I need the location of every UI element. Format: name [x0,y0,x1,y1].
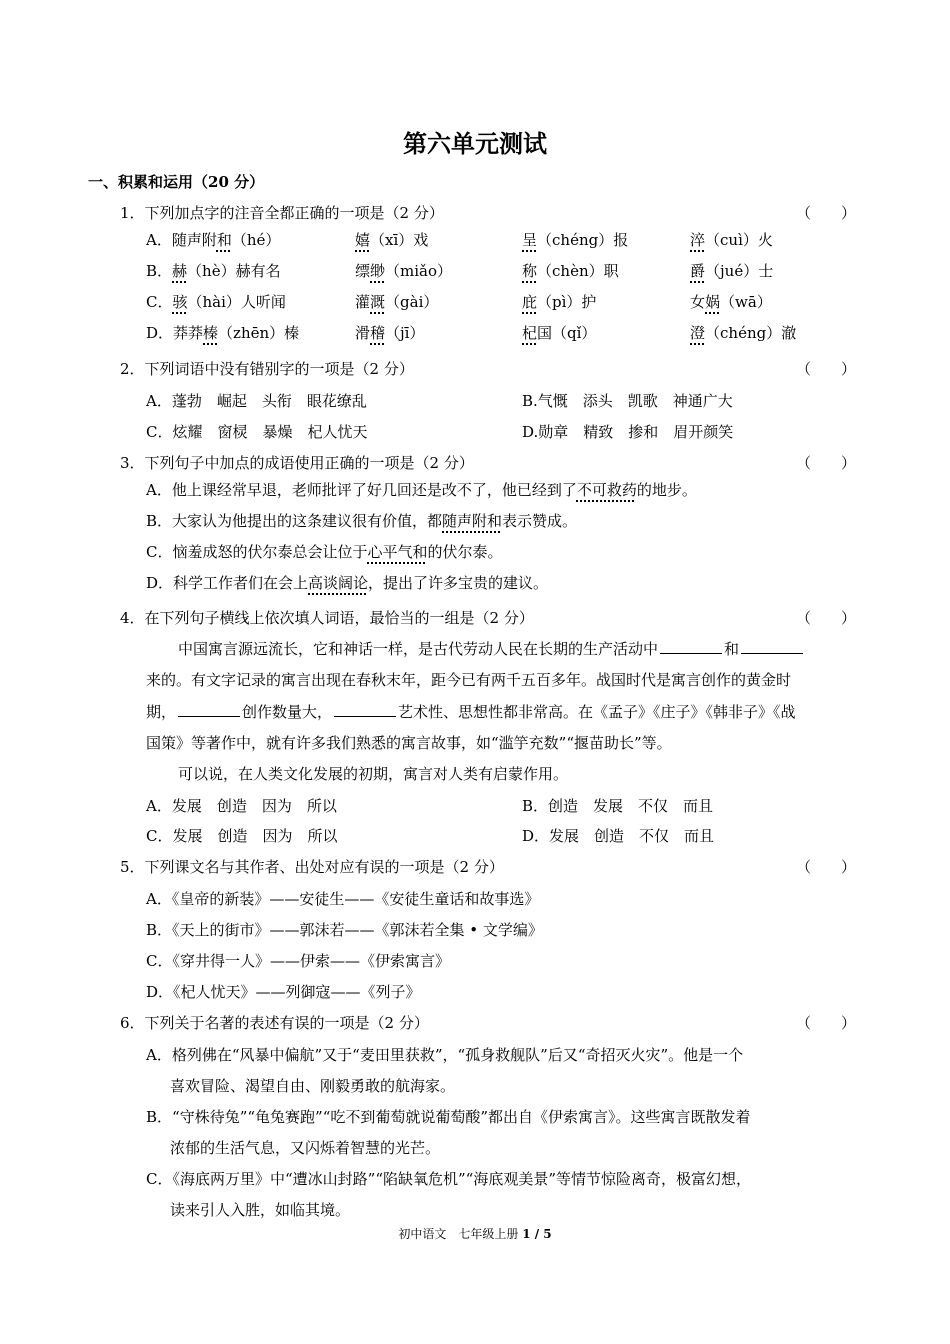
q2-option-a[interactable]: A．蓬勃 崛起 头衔 眼花缭乱 [146,392,367,410]
dotted-char: 赫 [172,262,188,280]
q4-passage-line-2: 来的。有文字记录的寓言出现在春秋末年，距今已有两千五百多年。战国时代是寓言创作的黄金时 [146,671,792,689]
q1-option-d-3: 杞国（qǐ） [522,324,597,342]
option-text: 的伏尔泰。 [427,543,503,561]
q1-option-b-1[interactable]: B．赫（hè）赫有名 [146,262,281,280]
dotted-char: 娲 [705,293,721,311]
dotted-char: 澄 [690,324,706,342]
dotted-char: 溉 [370,293,386,311]
q4-option-b[interactable]: B．创造 发展 不仅 而且 [522,797,714,815]
q1-option-c-4: 女娲（wā） [690,293,772,311]
q5-option-a[interactable]: A．《皇帝的新装》——安徒生——《安徒生童话和故事选》 [146,890,540,908]
dotted-char: 淬 [690,231,706,249]
dotted-idiom: 心平气和 [367,543,428,561]
section-heading: 一、积累和运用（20 分） [88,173,265,191]
dotted-idiom: 随声附和 [442,512,503,530]
question-2-answer-bracket[interactable]: （ ） [796,360,857,378]
dotted-idiom: 不可救药 [576,481,637,499]
dotted-char: 杞 [522,324,538,342]
passage-text: 创作数量大， [242,703,333,721]
question-3-stem: 3．下列句子中加点的成语使用正确的一项是（2 分） [120,454,474,472]
question-6-answer-bracket[interactable]: （ ） [796,1014,857,1032]
q6-option-b-line-1[interactable]: B．“守株待兔”“龟兔赛跑”“吃不到葡萄就说葡萄酸”都出自《伊索寓言》。这些寓言既散发着 [146,1108,751,1126]
dotted-char: 骇 [172,293,188,311]
q1-option-c-3: 庇（pì）护 [522,293,597,311]
option-text: ，提出了许多宝贵的建议。 [368,574,549,592]
q6-option-b-line-2: 浓郁的生活气息，又闪烁着智慧的光芒。 [170,1139,441,1157]
question-4-answer-bracket[interactable]: （ ） [796,609,857,627]
question-5-stem: 5．下列课文名与其作者、出处对应有误的一项是（2 分） [120,858,504,876]
dotted-idiom: 高谈阔论 [308,574,369,592]
footer-text: 初中语文 七年级上册 [398,1227,519,1241]
fill-blank-2[interactable] [741,639,803,654]
q4-passage-line-4: 国策》等著作中，就有许多我们熟悉的寓言故事，如“滥竽充数”“揠苗助长”等。 [146,734,672,752]
q5-option-b[interactable]: B．《天上的街市》——郭沫若——《郭沫若全集 • 文学编》 [146,921,543,939]
option-text: 的地步。 [636,481,697,499]
q1-option-a-2: 嬉（xī）戏 [355,231,429,249]
passage-text: 艺术性、思想性都非常高。在《孟子》《庄子》《韩非子》《战 [398,703,796,721]
dotted-char: 称 [522,262,538,280]
q2-option-d[interactable]: D.勋章 精致 掺和 眉开颜笑 [522,423,734,441]
fill-blank-1[interactable] [660,639,722,654]
q1-option-b-3: 称（chèn）职 [522,262,619,280]
q4-option-a[interactable]: A．发展 创造 因为 所以 [146,797,337,815]
dotted-char: 缈 [370,262,386,280]
option-text: B．大家认为他提出的这条建议很有价值，都 [146,512,443,530]
q2-option-c[interactable]: C．炫耀 窗棂 暴燥 杞人忧天 [146,423,368,441]
dotted-char: 稽 [370,324,386,342]
option-text: A．他上课经常早退，老师批评了好几回还是改不了，他已经到了 [146,481,577,499]
page-footer [0,1225,950,1242]
q1-option-d-1[interactable]: D．莽莽榛（zhēn）榛 [146,324,300,342]
q3-option-b[interactable] [146,510,577,531]
q1-option-b-2: 缥缈（miǎo） [355,262,453,280]
dotted-char: 和 [216,231,232,249]
q1-option-c-1[interactable]: C．骇（hài）人听闻 [146,293,286,311]
q1-option-a-4: 淬（cuì）火 [690,231,773,249]
q5-option-d[interactable]: D．《杞人忧天》——列御寇——《列子》 [146,983,421,1001]
dotted-char: 嬉 [355,231,371,249]
q2-option-b[interactable]: B.气慨 添头 凯歌 神通广大 [522,392,733,410]
q3-option-c[interactable] [146,541,503,562]
q1-option-d-4: 澄（chéng）澈 [690,324,797,342]
page-number: 1 / 5 [522,1227,552,1241]
option-text: 表示赞成。 [502,512,578,530]
q1-option-c-2: 灌溉（gài） [355,293,439,311]
passage-text: 中国寓言源远流长，它和神话一样，是古代劳动人民在长期的生产活动中 [178,640,659,658]
question-1-answer-bracket[interactable]: （ ） [796,204,857,222]
q6-option-c-line-2: 读来引人入胜，如临其境。 [170,1201,351,1219]
q1-option-a-3: 呈（chéng）报 [522,231,629,249]
q3-option-d[interactable] [146,572,548,593]
passage-text: 和 [724,640,740,658]
fill-blank-3[interactable] [178,702,240,717]
q1-option-d-2: 滑稽（jī） [355,324,425,342]
question-5-answer-bracket[interactable]: （ ） [796,858,857,876]
question-3-answer-bracket[interactable]: （ ） [796,454,857,472]
q4-passage-line-1 [178,638,805,659]
question-2-stem: 2．下列词语中没有错别字的一项是（2 分） [120,360,414,378]
page-title: 第六单元测试 [403,129,547,158]
dotted-char: 呈 [522,231,538,249]
q4-option-c[interactable]: C．发展 创造 因为 所以 [146,827,338,845]
q4-passage-line-3 [146,701,796,722]
question-4-stem: 4．在下列句子横线上依次填人词语，最恰当的一组是（2 分） [120,609,534,627]
q6-option-a-line-2: 喜欢冒险、渴望自由、刚毅勇敢的航海家。 [170,1077,456,1095]
question-6-stem: 6．下列关于名著的表述有误的一项是（2 分） [120,1014,429,1032]
q4-option-d[interactable]: D．发展 创造 不仅 而且 [522,827,715,845]
option-text: D．科学工作者们在会上 [146,574,309,592]
dotted-char: 爵 [690,262,706,280]
option-text: C．恼羞成怒的伏尔泰总会让位于 [146,543,368,561]
q3-option-a[interactable] [146,479,697,500]
q5-option-c[interactable]: C．《穿井得一人》——伊索——《伊索寓言》 [146,952,450,970]
dotted-char: 庇 [522,293,538,311]
passage-text: 期， [146,703,177,721]
fill-blank-4[interactable] [334,702,396,717]
q6-option-c-line-1[interactable]: C．《海底两万里》中“遭冰山封路”“陷缺氧危机”“海底观美景”等情节惊险离奇，极富幻想， [146,1170,751,1188]
q1-option-a-1[interactable]: A．随声附和（hé） [146,231,281,249]
dotted-char: 榛 [203,324,219,342]
q1-option-b-4: 爵（jué）士 [690,262,774,280]
q4-passage-line-5: 可以说，在人类文化发展的初期，寓言对人类有启蒙作用。 [178,765,569,783]
question-1-stem: 1．下列加点字的注音全都正确的一项是（2 分） [120,204,444,222]
q6-option-a-line-1[interactable]: A．格列佛在“风暴中偏航”又于“麦田里获救”，“孤身救舰队”后又“奇招灭火灾”。他是一个 [146,1046,744,1064]
